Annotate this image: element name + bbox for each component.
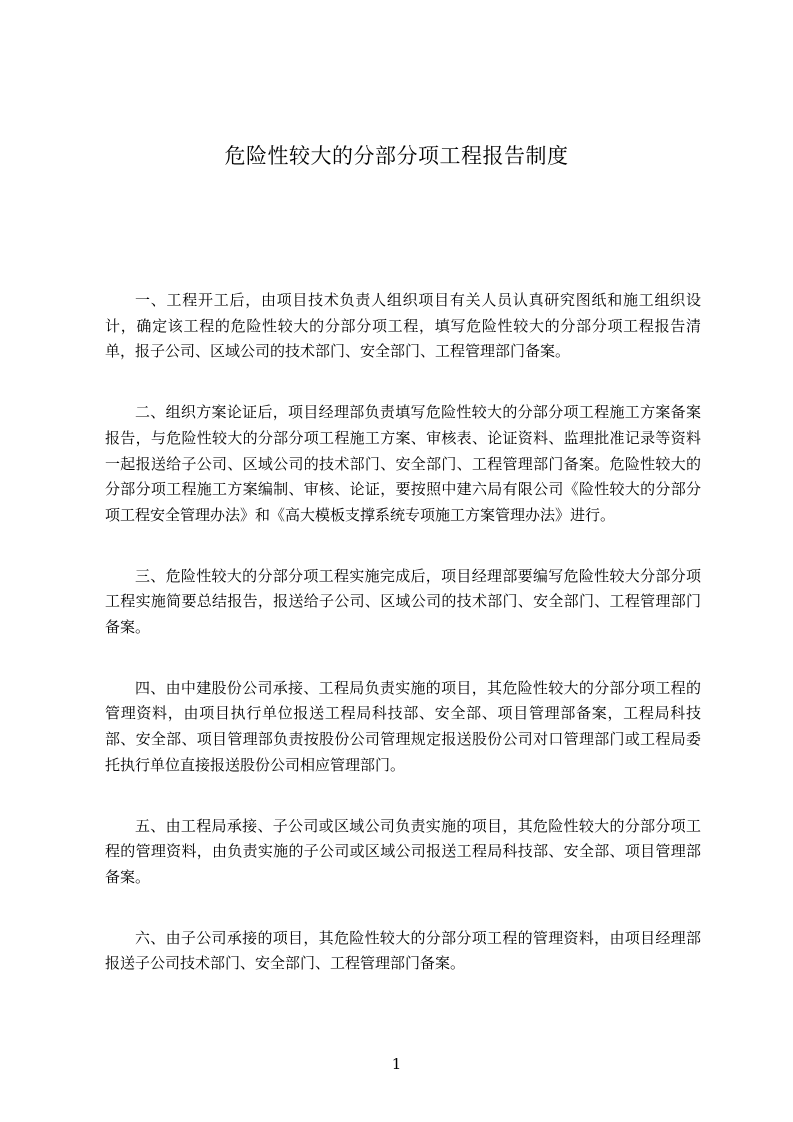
paragraph-5: 五、由工程局承接、子公司或区域公司负责实施的项目，其危险性较大的分部分项工程的管理资料，由负责实施的子公司或区域公司报送工程局科技部、安全部、项目管理部备案。 [105,816,701,886]
paragraph-6: 六、由子公司承接的项目，其危险性较大的分部分项工程的管理资料，由项目经理部报送子公司技术部门、安全部门、工程管理部门备案。 [105,928,701,973]
paragraph-3: 三、危险性较大的分部分项工程实施完成后，项目经理部要编写危险性较大分部分项工程实施简要总结报告，报送给子公司、区域公司的技术部门、安全部门、工程管理部门备案。 [105,566,701,637]
document-body [105,288,701,1012]
document-title: 危险性较大的分部分项工程报告制度 [224,144,569,168]
page-number: 1 [391,1055,402,1073]
paragraph-2: 二、组织方案论证后，项目经理部负责填写危险性较大的分部分项工程施工方案备案报告，与危险性较大的分部分项工程施工方案、审核表、论证资料、监理批准记录等资料一起报送给子公司、区域公司的技术部门、安全部门、工程管理部门备案。危险性较大的分部分项工程施工方案编制、审核、论证，要按照中建六局有限公司《险性较大的分部分项工程安全管理办法》和《高大模板支撑系统专项施工方案管理办法》进行。 [105,403,701,524]
paragraph-1: 一、工程开工后，由项目技术负责人组织项目有关人员认真研究图纸和施工组织设计，确定该工程的危险性较大的分部分项工程，填写危险性较大的分部分项工程报告清单，报子公司、区域公司的技术部门、安全部门、工程管理部门备案。 [105,291,701,361]
paragraph-4: 四、由中建股份公司承接、工程局负责实施的项目，其危险性较大的分部分项工程的管理资料，由项目执行单位报送工程局科技部、安全部、项目管理部备案，工程局科技部、安全部、项目管理部负责按股份公司管理规定报送股份公司对口管理部门或工程局委托执行单位直接报送股份公司相应管理部门。 [105,678,701,774]
